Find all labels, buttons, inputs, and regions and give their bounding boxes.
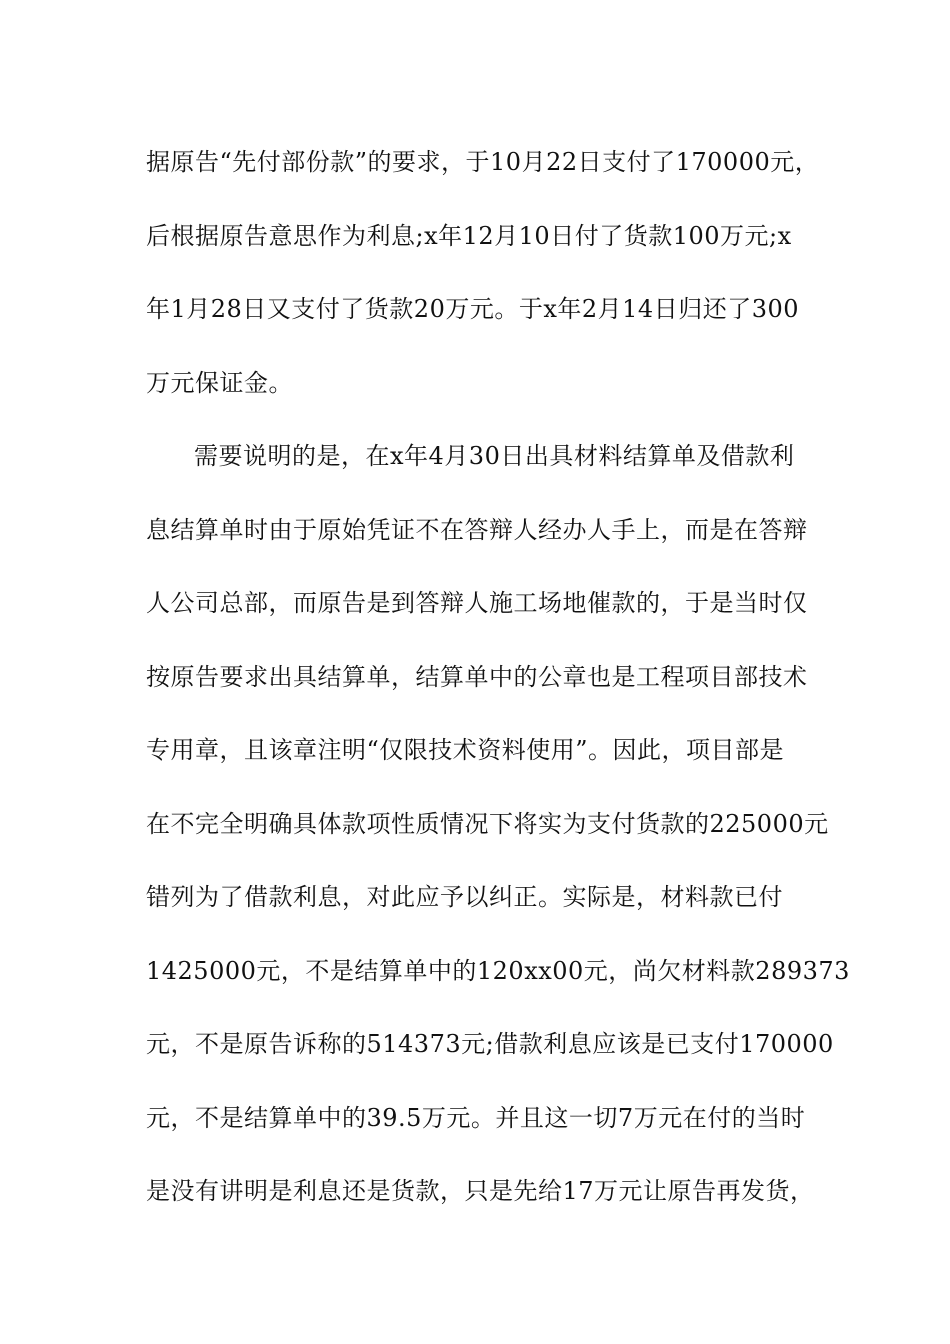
- text-line: 后根据原告意思作为利息;x年12月10日付了货款100万元;x: [146, 221, 792, 250]
- paragraph-start-line: 需要说明的是，在x年4月30日出具材料结算单及借款利: [194, 442, 795, 470]
- text-line: 人公司总部，而原告是到答辩人施工场地催款的，于是当时仅: [146, 589, 808, 617]
- text-line: 在不完全明确具体款项性质情况下将实为支付货款的225000元: [146, 809, 829, 838]
- text-line: 年1月28日又支付了货款20万元。于x年2月14日归还了300: [146, 295, 799, 323]
- text-line: 息结算单时由于原始凭证不在答辩人经办人手上，而是在答辩: [146, 515, 808, 544]
- text-line: 是没有讲明是利息还是货款，只是先给17万元让原告再发货，: [146, 1177, 815, 1205]
- body-text: [146, 126, 850, 1229]
- text-line: 错列为了借款利息，对此应予以纠正。实际是，材料款已付: [146, 883, 783, 911]
- text-line: 据原告“先付部份款”的要求，于10月22日支付了170000元，: [146, 148, 820, 176]
- text-line: 万元保证金。: [146, 368, 293, 397]
- text-line: 专用章，且该章注明“仅限技术资料使用”。因此，项目部是: [146, 736, 785, 764]
- text-line: 1425000元，不是结算单中的120xx00元，尚欠材料款289373: [146, 956, 850, 985]
- text-line: 元，不是结算单中的39.5万元。并且这一切7万元在付的当时: [146, 1103, 806, 1132]
- text-line: 按原告要求出具结算单，结算单中的公章也是工程项目部技术: [146, 662, 808, 691]
- text-line: 元，不是原告诉称的514373元;借款利息应该是已支付170000: [146, 1030, 834, 1058]
